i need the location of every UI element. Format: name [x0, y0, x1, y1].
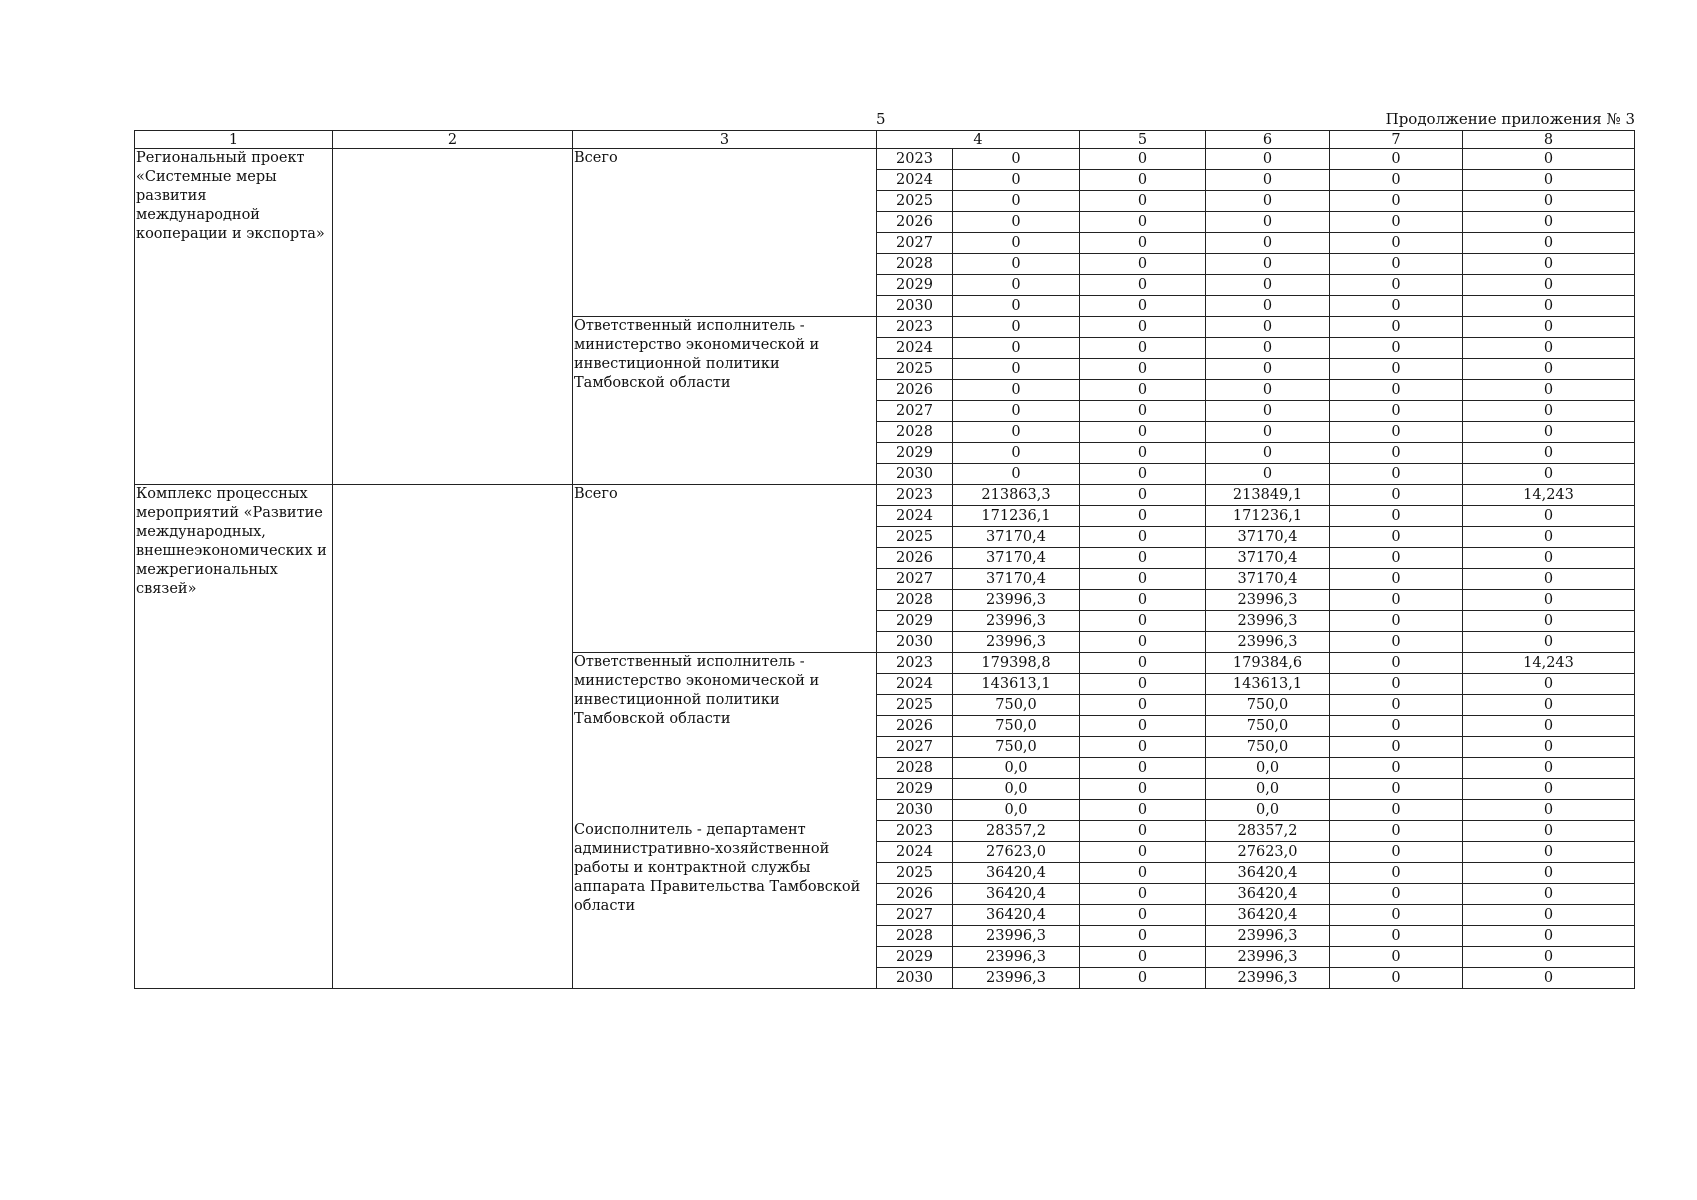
value-cell-col4: 0	[953, 212, 1080, 233]
value-cell-col6: 750,0	[1206, 716, 1330, 737]
value-cell-col8: 0	[1463, 443, 1635, 464]
value-cell-col7: 0	[1330, 149, 1463, 170]
year-cell: 2028	[877, 926, 953, 947]
value-cell-col4: 0	[953, 254, 1080, 275]
value-cell-col5: 0	[1080, 212, 1206, 233]
value-cell-col8: 0	[1463, 821, 1635, 842]
section-name-cell: Комплекс процессных мероприятий «Развитие международных, внешнеэкономических и межрегиональных связей»	[135, 485, 333, 989]
value-cell-col8: 0	[1463, 800, 1635, 821]
appendix-continuation-note: Продолжение приложения № 3	[1385, 110, 1635, 128]
value-cell-col6: 0,0	[1206, 779, 1330, 800]
value-cell-col7: 0	[1330, 254, 1463, 275]
value-cell-col5: 0	[1080, 800, 1206, 821]
value-cell-col6: 0	[1206, 338, 1330, 359]
year-cell: 2024	[877, 842, 953, 863]
value-cell-col5: 0	[1080, 821, 1206, 842]
value-cell-col4: 37170,4	[953, 527, 1080, 548]
value-cell-col5: 0	[1080, 170, 1206, 191]
value-cell-col8: 0	[1463, 884, 1635, 905]
value-cell-col5: 0	[1080, 590, 1206, 611]
group-label-cell: Ответственный исполнитель - министерство экономической и инвестиционной политики Тамбовской области	[573, 317, 877, 485]
value-cell-col6: 23996,3	[1206, 590, 1330, 611]
value-cell-col5: 0	[1080, 338, 1206, 359]
value-cell-col4: 0	[953, 275, 1080, 296]
value-cell-col5: 0	[1080, 506, 1206, 527]
value-cell-col4: 213863,3	[953, 485, 1080, 506]
value-cell-col5: 0	[1080, 422, 1206, 443]
value-cell-col6: 0	[1206, 149, 1330, 170]
value-cell-col7: 0	[1330, 947, 1463, 968]
value-cell-col8: 0	[1463, 611, 1635, 632]
value-cell-col7: 0	[1330, 359, 1463, 380]
year-cell: 2025	[877, 863, 953, 884]
value-cell-col6: 0	[1206, 317, 1330, 338]
value-cell-col6: 0,0	[1206, 800, 1330, 821]
value-cell-col6: 0	[1206, 422, 1330, 443]
value-cell-col4: 23996,3	[953, 968, 1080, 989]
value-cell-col6: 0	[1206, 212, 1330, 233]
value-cell-col5: 0	[1080, 569, 1206, 590]
value-cell-col4: 179398,8	[953, 653, 1080, 674]
value-cell-col5: 0	[1080, 779, 1206, 800]
value-cell-col7: 0	[1330, 716, 1463, 737]
value-cell-col6: 0	[1206, 233, 1330, 254]
value-cell-col8: 0	[1463, 422, 1635, 443]
year-cell: 2029	[877, 947, 953, 968]
value-cell-col5: 0	[1080, 443, 1206, 464]
value-cell-col7: 0	[1330, 422, 1463, 443]
year-cell: 2030	[877, 464, 953, 485]
value-cell-col7: 0	[1330, 695, 1463, 716]
value-cell-col5: 0	[1080, 758, 1206, 779]
year-cell: 2026	[877, 212, 953, 233]
year-cell: 2027	[877, 233, 953, 254]
year-cell: 2024	[877, 506, 953, 527]
value-cell-col8: 0	[1463, 380, 1635, 401]
year-cell: 2025	[877, 359, 953, 380]
year-cell: 2023	[877, 653, 953, 674]
value-cell-col8: 0	[1463, 548, 1635, 569]
value-cell-col7: 0	[1330, 443, 1463, 464]
value-cell-col5: 0	[1080, 149, 1206, 170]
value-cell-col8: 0	[1463, 527, 1635, 548]
value-cell-col8: 0	[1463, 695, 1635, 716]
year-cell: 2025	[877, 695, 953, 716]
value-cell-col4: 0	[953, 401, 1080, 422]
value-cell-col4: 0	[953, 233, 1080, 254]
value-cell-col8: 0	[1463, 401, 1635, 422]
value-cell-col5: 0	[1080, 926, 1206, 947]
year-cell: 2028	[877, 422, 953, 443]
value-cell-col6: 0	[1206, 380, 1330, 401]
value-cell-col4: 0	[953, 422, 1080, 443]
value-cell-col4: 0	[953, 317, 1080, 338]
column-header: 7	[1330, 131, 1463, 149]
value-cell-col7: 0	[1330, 653, 1463, 674]
section-name-cell: Региональный проект «Системные меры развития международной кооперации и экспорта»	[135, 149, 333, 485]
value-cell-col7: 0	[1330, 779, 1463, 800]
value-cell-col4: 0	[953, 149, 1080, 170]
value-cell-col6: 36420,4	[1206, 905, 1330, 926]
year-cell: 2026	[877, 884, 953, 905]
value-cell-col4: 36420,4	[953, 863, 1080, 884]
value-cell-col5: 0	[1080, 842, 1206, 863]
value-cell-col5: 0	[1080, 632, 1206, 653]
value-cell-col5: 0	[1080, 359, 1206, 380]
value-cell-col5: 0	[1080, 968, 1206, 989]
value-cell-col4: 23996,3	[953, 632, 1080, 653]
value-cell-col6: 0	[1206, 254, 1330, 275]
value-cell-col7: 0	[1330, 548, 1463, 569]
value-cell-col6: 750,0	[1206, 737, 1330, 758]
value-cell-col4: 27623,0	[953, 842, 1080, 863]
value-cell-col4: 0	[953, 443, 1080, 464]
year-cell: 2030	[877, 800, 953, 821]
value-cell-col5: 0	[1080, 317, 1206, 338]
value-cell-col6: 0	[1206, 443, 1330, 464]
value-cell-col8: 0	[1463, 758, 1635, 779]
year-cell: 2024	[877, 338, 953, 359]
value-cell-col7: 0	[1330, 674, 1463, 695]
value-cell-col6: 23996,3	[1206, 926, 1330, 947]
value-cell-col6: 0	[1206, 170, 1330, 191]
value-cell-col4: 37170,4	[953, 548, 1080, 569]
value-cell-col5: 0	[1080, 233, 1206, 254]
value-cell-col7: 0	[1330, 611, 1463, 632]
value-cell-col7: 0	[1330, 926, 1463, 947]
year-cell: 2028	[877, 590, 953, 611]
value-cell-col5: 0	[1080, 674, 1206, 695]
value-cell-col4: 750,0	[953, 695, 1080, 716]
value-cell-col5: 0	[1080, 464, 1206, 485]
year-cell: 2026	[877, 716, 953, 737]
year-cell: 2023	[877, 149, 953, 170]
value-cell-col7: 0	[1330, 233, 1463, 254]
value-cell-col4: 750,0	[953, 716, 1080, 737]
value-cell-col8: 0	[1463, 569, 1635, 590]
value-cell-col7: 0	[1330, 506, 1463, 527]
year-cell: 2030	[877, 296, 953, 317]
value-cell-col5: 0	[1080, 296, 1206, 317]
group-label-cell: Всего	[573, 149, 877, 317]
value-cell-col7: 0	[1330, 275, 1463, 296]
value-cell-col7: 0	[1330, 380, 1463, 401]
value-cell-col8: 0	[1463, 506, 1635, 527]
value-cell-col6: 36420,4	[1206, 884, 1330, 905]
value-cell-col6: 23996,3	[1206, 632, 1330, 653]
value-cell-col5: 0	[1080, 737, 1206, 758]
value-cell-col8: 0	[1463, 296, 1635, 317]
value-cell-col4: 0	[953, 170, 1080, 191]
value-cell-col6: 36420,4	[1206, 863, 1330, 884]
value-cell-col7: 0	[1330, 590, 1463, 611]
value-cell-col8: 0	[1463, 674, 1635, 695]
value-cell-col8: 0	[1463, 632, 1635, 653]
value-cell-col4: 23996,3	[953, 947, 1080, 968]
value-cell-col7: 0	[1330, 170, 1463, 191]
value-cell-col4: 0	[953, 338, 1080, 359]
value-cell-col4: 0	[953, 296, 1080, 317]
column-header: 4	[877, 131, 1080, 149]
value-cell-col6: 0	[1206, 464, 1330, 485]
value-cell-col5: 0	[1080, 191, 1206, 212]
value-cell-col4: 23996,3	[953, 590, 1080, 611]
value-cell-col4: 23996,3	[953, 611, 1080, 632]
value-cell-col7: 0	[1330, 800, 1463, 821]
value-cell-col7: 0	[1330, 821, 1463, 842]
value-cell-col8: 0	[1463, 170, 1635, 191]
value-cell-col6: 23996,3	[1206, 611, 1330, 632]
value-cell-col5: 0	[1080, 695, 1206, 716]
year-cell: 2026	[877, 380, 953, 401]
value-cell-col8: 0	[1463, 233, 1635, 254]
year-cell: 2027	[877, 401, 953, 422]
group-label-cell: Ответственный исполнитель - министерство экономической и инвестиционной политики Тамбовской области	[573, 653, 877, 821]
value-cell-col7: 0	[1330, 485, 1463, 506]
value-cell-col6: 0	[1206, 275, 1330, 296]
value-cell-col8: 0	[1463, 464, 1635, 485]
value-cell-col8: 0	[1463, 716, 1635, 737]
value-cell-col5: 0	[1080, 947, 1206, 968]
value-cell-col4: 750,0	[953, 737, 1080, 758]
value-cell-col7: 0	[1330, 296, 1463, 317]
value-cell-col6: 0,0	[1206, 758, 1330, 779]
value-cell-col8: 0	[1463, 149, 1635, 170]
column-header-row	[135, 131, 1635, 149]
value-cell-col6: 213849,1	[1206, 485, 1330, 506]
value-cell-col8: 0	[1463, 779, 1635, 800]
column-header: 6	[1206, 131, 1330, 149]
value-cell-col5: 0	[1080, 485, 1206, 506]
value-cell-col6: 171236,1	[1206, 506, 1330, 527]
value-cell-col4: 171236,1	[953, 506, 1080, 527]
value-cell-col4: 0,0	[953, 800, 1080, 821]
value-cell-col8: 0	[1463, 968, 1635, 989]
group-label-cell: Всего	[573, 485, 877, 653]
value-cell-col7: 0	[1330, 884, 1463, 905]
value-cell-col6: 0	[1206, 191, 1330, 212]
value-cell-col4: 0	[953, 359, 1080, 380]
value-cell-col7: 0	[1330, 758, 1463, 779]
year-cell: 2030	[877, 968, 953, 989]
value-cell-col7: 0	[1330, 905, 1463, 926]
value-cell-col5: 0	[1080, 863, 1206, 884]
value-cell-col4: 0	[953, 380, 1080, 401]
value-cell-col6: 0	[1206, 359, 1330, 380]
table-row	[135, 485, 1635, 506]
value-cell-col5: 0	[1080, 527, 1206, 548]
budget-table-body	[135, 131, 1635, 989]
value-cell-col4: 0	[953, 191, 1080, 212]
value-cell-col8: 0	[1463, 212, 1635, 233]
value-cell-col6: 37170,4	[1206, 527, 1330, 548]
value-cell-col8: 0	[1463, 275, 1635, 296]
value-cell-col6: 179384,6	[1206, 653, 1330, 674]
value-cell-col7: 0	[1330, 842, 1463, 863]
value-cell-col6: 37170,4	[1206, 569, 1330, 590]
value-cell-col7: 0	[1330, 464, 1463, 485]
value-cell-col6: 0	[1206, 296, 1330, 317]
year-cell: 2025	[877, 191, 953, 212]
year-cell: 2028	[877, 254, 953, 275]
year-cell: 2028	[877, 758, 953, 779]
value-cell-col5: 0	[1080, 653, 1206, 674]
value-cell-col4: 37170,4	[953, 569, 1080, 590]
value-cell-col5: 0	[1080, 254, 1206, 275]
section-col2-cell	[333, 485, 573, 989]
year-cell: 2029	[877, 275, 953, 296]
value-cell-col5: 0	[1080, 884, 1206, 905]
value-cell-col8: 0	[1463, 317, 1635, 338]
page-number: 5	[876, 110, 886, 128]
value-cell-col7: 0	[1330, 569, 1463, 590]
value-cell-col4: 0,0	[953, 779, 1080, 800]
value-cell-col7: 0	[1330, 632, 1463, 653]
value-cell-col8: 0	[1463, 254, 1635, 275]
value-cell-col6: 37170,4	[1206, 548, 1330, 569]
value-cell-col8: 14,243	[1463, 653, 1635, 674]
value-cell-col7: 0	[1330, 527, 1463, 548]
value-cell-col7: 0	[1330, 968, 1463, 989]
year-cell: 2025	[877, 527, 953, 548]
value-cell-col6: 23996,3	[1206, 968, 1330, 989]
value-cell-col8: 0	[1463, 905, 1635, 926]
year-cell: 2023	[877, 317, 953, 338]
value-cell-col4: 0,0	[953, 758, 1080, 779]
value-cell-col7: 0	[1330, 401, 1463, 422]
value-cell-col4: 143613,1	[953, 674, 1080, 695]
year-cell: 2023	[877, 485, 953, 506]
value-cell-col4: 36420,4	[953, 884, 1080, 905]
table-row	[135, 149, 1635, 170]
value-cell-col6: 28357,2	[1206, 821, 1330, 842]
column-header: 3	[573, 131, 877, 149]
value-cell-col5: 0	[1080, 275, 1206, 296]
value-cell-col7: 0	[1330, 737, 1463, 758]
budget-table	[134, 130, 1635, 989]
value-cell-col8: 0	[1463, 191, 1635, 212]
value-cell-col8: 0	[1463, 947, 1635, 968]
column-header: 2	[333, 131, 573, 149]
value-cell-col5: 0	[1080, 716, 1206, 737]
section-col2-cell	[333, 149, 573, 485]
value-cell-col6: 143613,1	[1206, 674, 1330, 695]
value-cell-col8: 14,243	[1463, 485, 1635, 506]
value-cell-col5: 0	[1080, 401, 1206, 422]
value-cell-col7: 0	[1330, 863, 1463, 884]
value-cell-col8: 0	[1463, 863, 1635, 884]
value-cell-col4: 23996,3	[953, 926, 1080, 947]
year-cell: 2023	[877, 821, 953, 842]
year-cell: 2026	[877, 548, 953, 569]
group-label-cell: Соисполнитель - департамент административно-хозяйственной работы и контрактной службы аппарата Правительства Тамбовской области	[573, 821, 877, 989]
year-cell: 2029	[877, 443, 953, 464]
year-cell: 2030	[877, 632, 953, 653]
value-cell-col5: 0	[1080, 548, 1206, 569]
year-cell: 2029	[877, 779, 953, 800]
year-cell: 2027	[877, 905, 953, 926]
year-cell: 2024	[877, 674, 953, 695]
year-cell: 2027	[877, 569, 953, 590]
value-cell-col7: 0	[1330, 338, 1463, 359]
year-cell: 2029	[877, 611, 953, 632]
value-cell-col4: 36420,4	[953, 905, 1080, 926]
value-cell-col8: 0	[1463, 359, 1635, 380]
column-header: 1	[135, 131, 333, 149]
value-cell-col8: 0	[1463, 590, 1635, 611]
value-cell-col7: 0	[1330, 212, 1463, 233]
value-cell-col6: 27623,0	[1206, 842, 1330, 863]
value-cell-col6: 750,0	[1206, 695, 1330, 716]
value-cell-col8: 0	[1463, 842, 1635, 863]
value-cell-col4: 28357,2	[953, 821, 1080, 842]
value-cell-col5: 0	[1080, 611, 1206, 632]
column-header: 5	[1080, 131, 1206, 149]
value-cell-col8: 0	[1463, 338, 1635, 359]
value-cell-col6: 23996,3	[1206, 947, 1330, 968]
value-cell-col7: 0	[1330, 317, 1463, 338]
year-cell: 2027	[877, 737, 953, 758]
year-cell: 2024	[877, 170, 953, 191]
value-cell-col7: 0	[1330, 191, 1463, 212]
column-header: 8	[1463, 131, 1635, 149]
value-cell-col8: 0	[1463, 737, 1635, 758]
value-cell-col4: 0	[953, 464, 1080, 485]
value-cell-col5: 0	[1080, 380, 1206, 401]
value-cell-col6: 0	[1206, 401, 1330, 422]
value-cell-col8: 0	[1463, 926, 1635, 947]
value-cell-col5: 0	[1080, 905, 1206, 926]
